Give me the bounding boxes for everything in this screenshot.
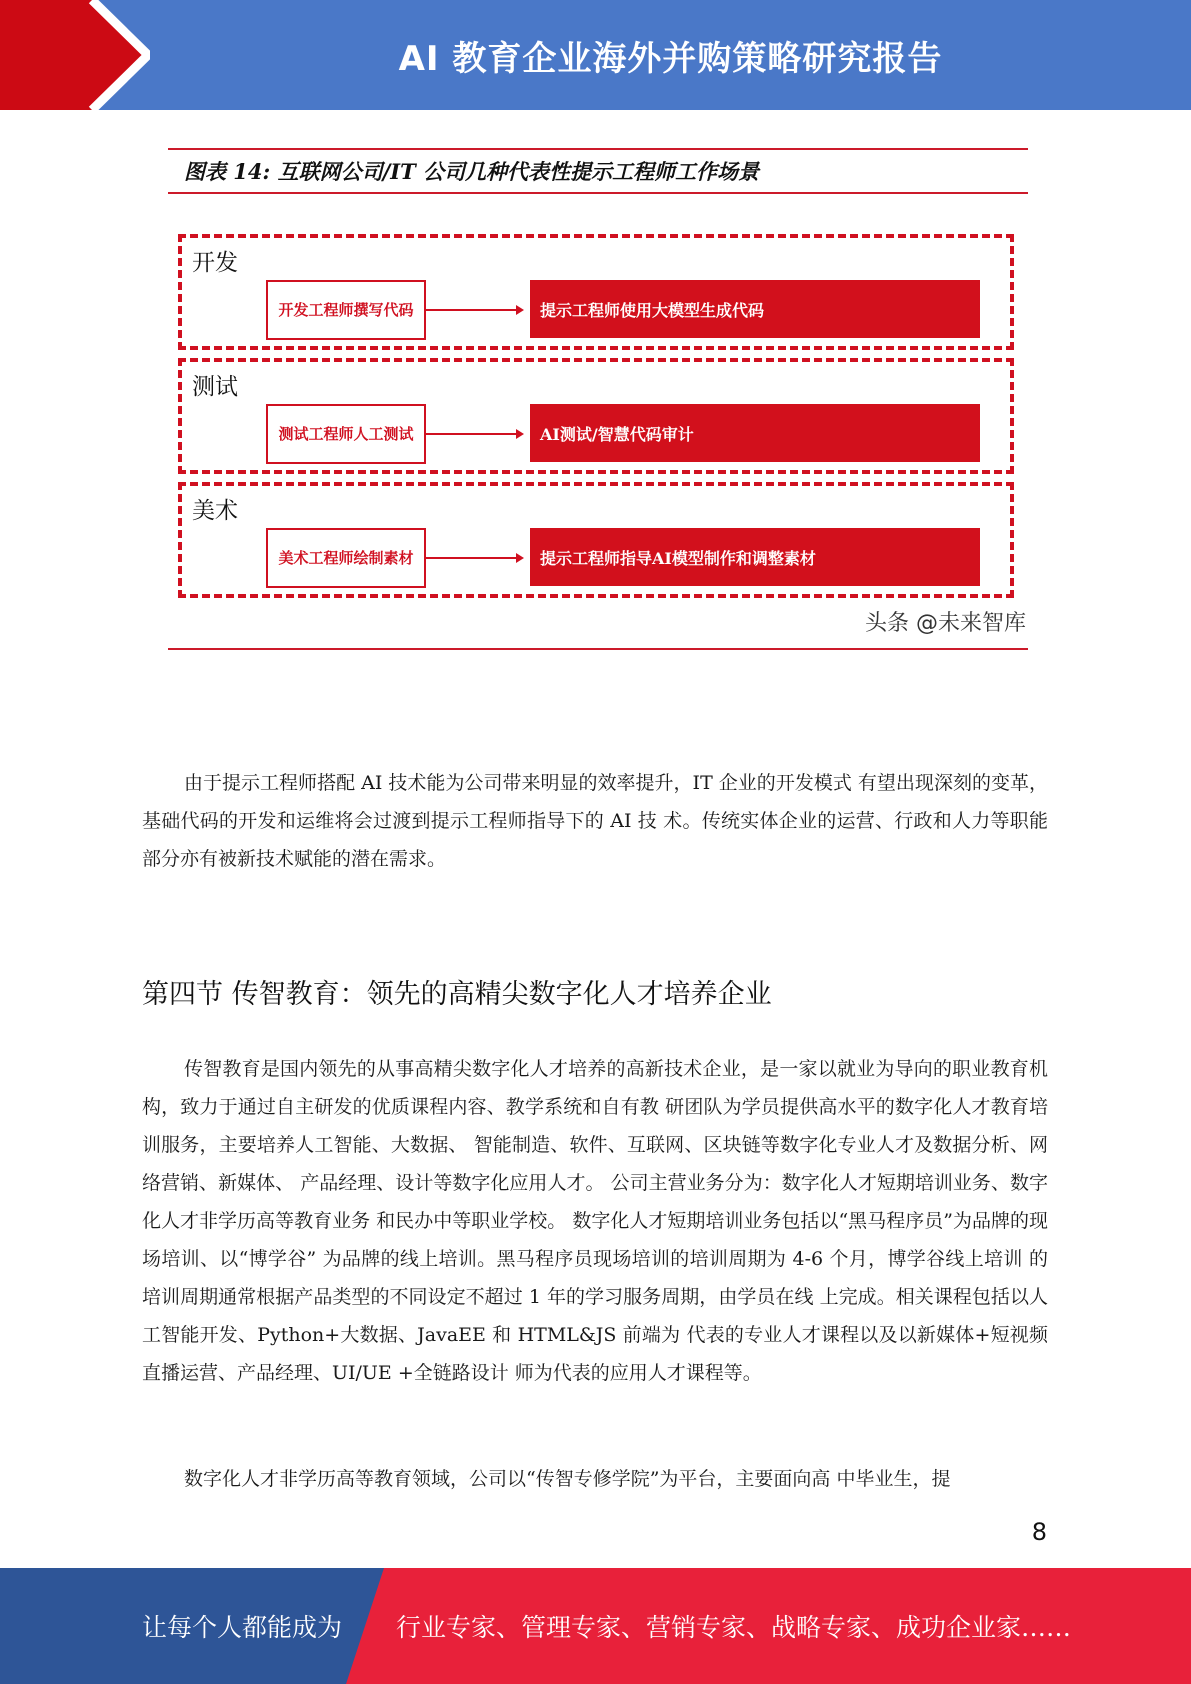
role-box: 测试工程师人工测试 [266,404,426,464]
figure-top-rule [168,148,1028,150]
header-arrow-graphic [0,0,150,110]
result-box: AI测试/智慧代码审计 [530,404,980,462]
figure-caption-rule [168,192,1028,194]
result-box: 提示工程师指导AI模型制作和调整素材 [530,528,980,586]
arrow-head-icon [516,305,524,315]
section-label: 开发 [192,250,238,276]
paragraph-1: 由于提示工程师搭配 AI 技术能为公司带来明显的效率提升，IT 企业的开发模式 有望出现深刻的变革，基础代码的开发和运维将会过渡到提示工程师指导下的 AI 技 术。传统实体企业的运营、行政和人力等职能部分亦有被新技术赋能的潜在需求。 [142,772,1048,870]
report-title: AI 教育企业海外并购策略研究报告 [398,38,943,79]
arrow-line [426,433,518,435]
section-label: 美术 [192,498,238,524]
header-banner [0,0,1191,110]
section-dev [178,234,1014,350]
section-test [178,358,1014,474]
arrow-head-icon [516,429,524,439]
page-number: 8 [1031,1518,1047,1546]
result-box: 提示工程师使用大模型生成代码 [530,280,980,338]
arrow-line [426,557,518,559]
figure-bottom-rule [168,648,1028,650]
footer-slogan-right: 行业专家、管理专家、营销专家、战略专家、成功企业家…… [396,1613,1072,1642]
arrow-line [426,309,518,311]
watermark: 头条 @未来智库 [865,611,1026,636]
arrow-head-icon [516,553,524,563]
paragraph-2: 传智教育是国内领先的从事高精尖数字化人才培养的高新技术企业，是一家以就业为导向的职业教育机构，致力于通过自主研发的优质课程内容、教学系统和自有教 研团队为学员提供高水平的数字化人才教育培训服务，主要培养人工智能、大数据、 智能制造、软件、互联网、区块链等数字化专业人才及数据分析、网络营销、新媒体、 产品经理、设计等数字化应用人才。 公司主营业务分为：数字化人才短期培训业务、数字化人才非学历高等教育业务 和民办中等职业学校。 数字化人才短期培训业务包括以“黑马程序员”为品牌的现场培训、以“博学谷” 为品牌的线上培训。黑马程序员现场培训的培训周期为 4-6 个月，博学谷线上培训 的培训周期通常根据产品类型的不同设定不超过 1 年的学习服务周期，由学员在线 上完成。相关课程包括以人工智能开发、Python+大数据、JavaEE 和 HTML&JS 前端为 代表的专业人才课程以及以新媒体+短视频直播运营、产品经理、UI/UE +全链路设计 师为代表的应用人才课程等。 [142,1058,1048,1384]
role-box: 开发工程师撰写代码 [266,280,426,340]
figure-caption: 图表 14: 互联网公司/IT 公司几种代表性提示工程师工作场景 [184,159,760,184]
footer-banner [0,1568,1191,1684]
section-art [178,482,1014,598]
paragraph-3: 数字化人才非学历高等教育领域，公司以“传智专修学院”为平台，主要面向高 中毕业生，提 [184,1468,951,1490]
footer-slogan-left: 让每个人都能成为 [142,1613,343,1642]
section-heading: 第四节 传智教育：领先的高精尖数字化人才培养企业 [142,979,772,1010]
role-box: 美术工程师绘制素材 [266,528,426,588]
section-label: 测试 [192,374,238,400]
